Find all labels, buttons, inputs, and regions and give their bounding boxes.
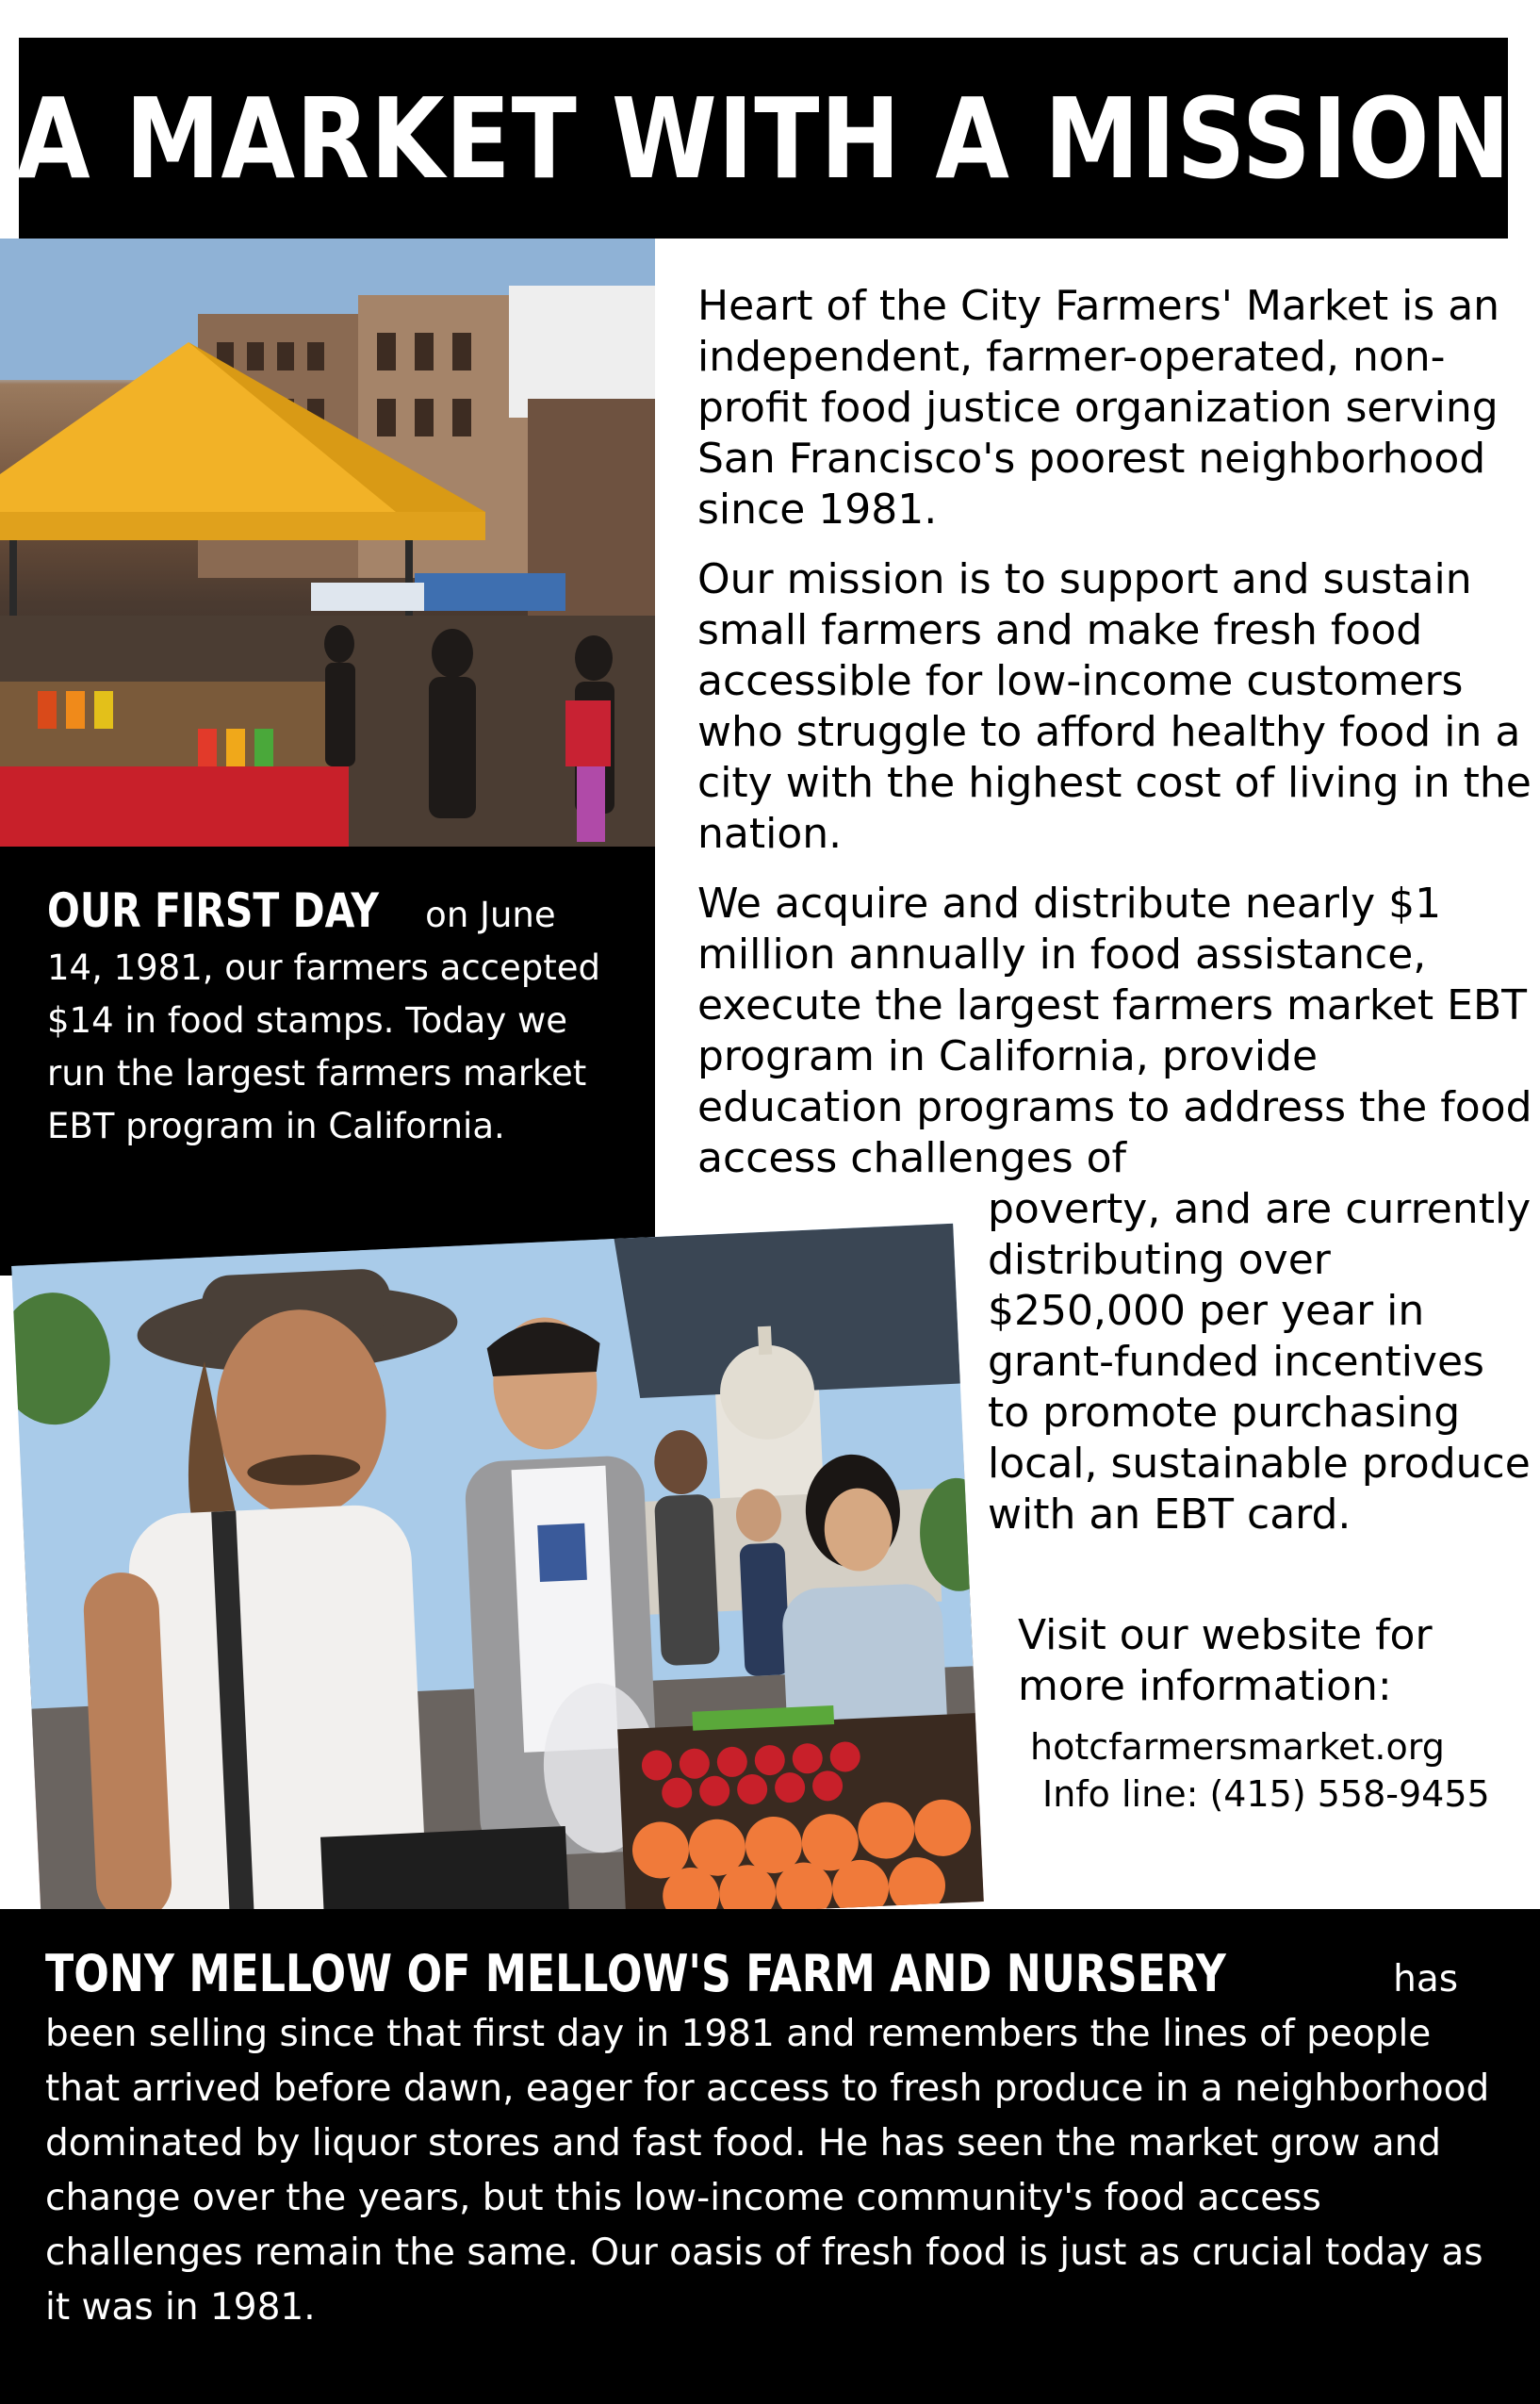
first-day-box — [0, 847, 655, 1276]
assistance-paragraph-part-2: poverty, and are currently distributing over $250,000 per year in grant-funded incentives to promote purchasing local, sustainable produce with an EBT card. — [988, 1185, 1532, 1539]
visit-website-text: Visit our website for more information: — [1018, 1611, 1433, 1710]
first-day-body: on June 14, 1981, our farmers accepted $14 in food stamps. Today we run the largest farmers market EBT program in California. — [47, 895, 601, 1146]
mission-paragraph: Our mission is to support and sustain small farmers and make fresh food accessible for low-income customers who struggle to afford healthy food in a city with the highest cost of living in the nation. — [697, 555, 1532, 858]
market-photo-illustration — [0, 239, 655, 847]
title-banner — [15, 38, 1512, 239]
page-title: A MARKET WITH A MISSION — [15, 73, 1512, 204]
website-link[interactable]: hotcfarmersmarket.org — [1030, 1726, 1445, 1768]
market-tents-photo — [0, 239, 655, 847]
intro-paragraph: Heart of the City Farmers' Market is an independent, farmer-operated, non-profit food justice organization serving San Francisco's poorest neighborhood since 1981. — [697, 282, 1500, 534]
info-line-phone: Info line: (415) 558-9455 — [1042, 1773, 1490, 1815]
farmers-photo-illustration — [11, 1224, 984, 1945]
first-day-heading: OUR FIRST DAY — [47, 883, 380, 938]
assistance-paragraph-part-1: We acquire and distribute nearly $1 million annually in food assistance, execute the largest farmers market EBT program in California, provide education programs to address the food access challenges of — [697, 880, 1532, 1182]
farmers-produce-photo — [11, 1224, 984, 1945]
tony-mellow-body: has been selling since that first day in 1981 and remembers the lines of people that arrived before dawn, eager for access to fresh produce in a neighborhood dominated by liquor stores and fast food. He has seen the market grow and change over the years, but this low-income community's food access challenges remain the same. Our oasis of fresh food is just as crucial today as it was in 1981. — [45, 1958, 1490, 2329]
tony-mellow-paragraph — [45, 1944, 1515, 2335]
tony-mellow-box — [0, 1909, 1540, 2404]
first-day-paragraph — [47, 884, 622, 1153]
tony-mellow-heading: TONY MELLOW OF MELLOW'S FARM AND NURSERY — [45, 1944, 1226, 2003]
